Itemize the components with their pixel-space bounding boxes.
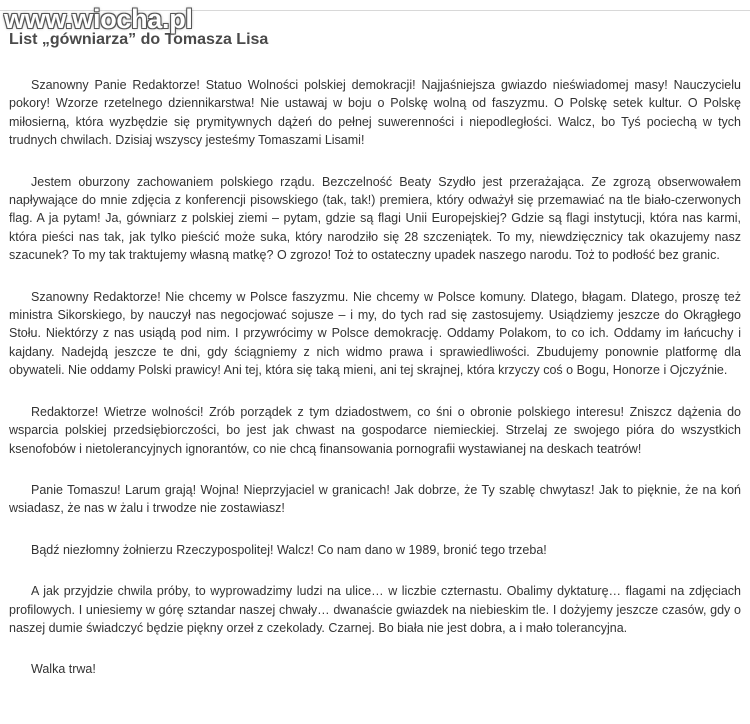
- paragraph-6: Bądź niezłomny żołnierzu Rzeczypospolitej! Walcz! Co nam dano w 1989, bronić tego trzeba!: [31, 542, 547, 557]
- page-title: List „gówniarza” do Tomasza Lisa: [9, 31, 269, 48]
- paragraph-1: Szanowny Panie Redaktorze! Statuo Wolności polskiej demokracji! Najjaśniejsza gwiazdo nieświadomej masy! Nauczycielu pokory! Wzorze rzetelnego dziennikarstwa! Nie ustawaj w boju o Polskę wolną od faszyzmu. O Polskę setek kultur. O Polskę miłosierną, która wyzbędzie się prymitywnych dążeń do pełnej suwerenności i niepodległości. Walcz, bo Tyś pociechą w tych trudnych chwilach. Dzisiaj wszyscy jesteśmy Tomaszami Lisami!: [9, 78, 741, 148]
- paragraph-4: Redaktorze! Wietrze wolności! Zrób porządek z tym dziadostwem, co śni o obronie polskiego interesu! Zniszcz dążenia do wsparcia polskiej przedsiębiorczości, bo jest jak chwast na gospodarce niemieckiej. Strzelaj ze swojego pióra do wszystkich ksenofobów i nietolerancyjnych ignorantów, co nie chcą finansowania pornografii wystawianej na deskach teatrów!: [9, 404, 741, 456]
- paragraph-8: Walka trwa!: [31, 662, 96, 677]
- paragraph-5: Panie Tomaszu! Larum grają! Wojna! Nieprzyjaciel w granicach! Jak dobrze, że Ty szablę chwytasz! Jak to pięknie, że na koń wsiadasz, że nas w żalu i trwodze nie zostawiasz!: [9, 482, 741, 516]
- paragraph-7: A jak przyjdzie chwila próby, to wyprowadzimy ludzi na ulice… w liczbie czternastu. Obalimy dyktaturę… flagami na zdjęciach profilowych. I uniesiemy w górę sztandar naszej chwały… dwanaście gwiazdek na niebieskim tle. I dożyjemy jeszcze czasów, gdy o naszej dumie świadczyć będzie piękny orzeł z czekolady. Czarnej. Bo biała nie jest dobra, a i mało tolerancyjna.: [9, 584, 741, 635]
- paragraph-2: Jestem oburzony zachowaniem polskiego rządu. Bezczelność Beaty Szydło jest przerażająca. Ze zgrozą obserwowałem napływające do mnie zdjęcia z konferencji pisowskiego (tak, tak!) premiera, który odważył się przemawiać na tle biało-czerwonych flag. A ja pytam! Ja, gówniarz z polskiej ziemi – pytam, gdzie są flagi Unii Europejskiej? Gdzie są flagi instytucji, która nas karmi, która pieści nas tak, jak tylko pieścić może suka, który narodziło się 28 szczeniątek. To my, niewdzięcznicy tak okazujemy nasz szacunek? To my tak traktujemy własną matkę? O zgrozo! Toż to ostateczny upadek naszego narodu. Toż to podłość bez granic.: [9, 174, 741, 263]
- paragraph-3: Szanowny Redaktorze! Nie chcemy w Polsce faszyzmu. Nie chcemy w Polsce komuny. Dlatego, błagam. Dlatego, proszę też ministra Sikorskiego, by nauczył nas negocjować sojusze – i my, do tych rad się zastosujemy. Usiądziemy jeszcze do Okrągłego Stołu. Niektórzy z nas usiądą pod nim. I przywrócimy w Polsce demokrację. Oddamy Polakom, to co ich. Oddamy im łańcuchy i kajdany. Nadejdą jeszcze te dni, gdy ściągniemy z nich widmo prawa i sprawiedliwości. Zbudujemy ponownie platformę dla obywateli. Nie oddamy Polski prawicy! Ani tej, która się taką mieni, ani tej skrajnej, która krzyczy coś o Bogu, Honorze i Ojczyźnie.: [9, 289, 741, 378]
- site-watermark: www.wiocha.pl: [4, 4, 193, 34]
- letter-body: [9, 76, 741, 679]
